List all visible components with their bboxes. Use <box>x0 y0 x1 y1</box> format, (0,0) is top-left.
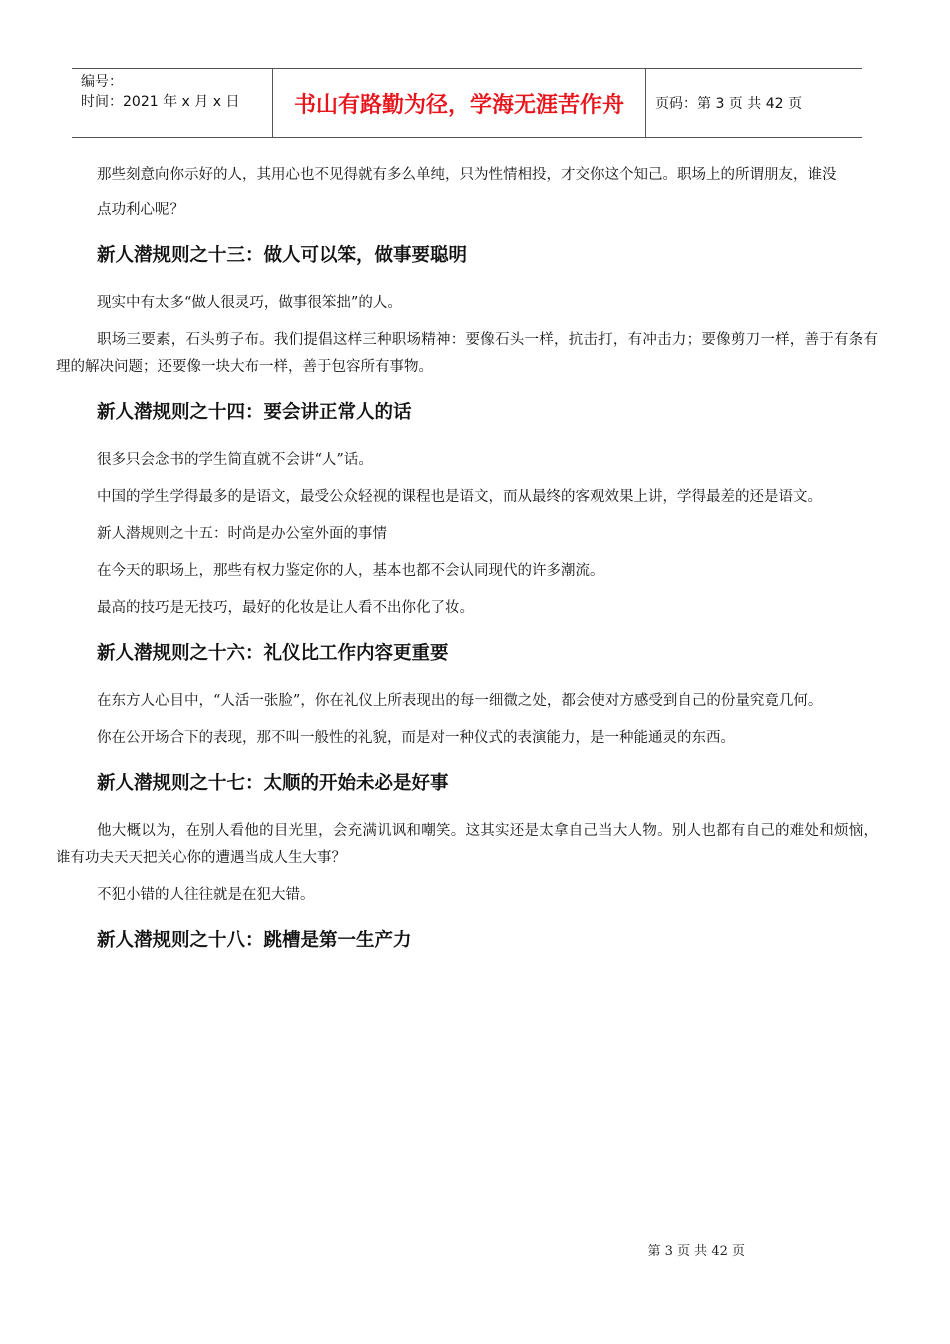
header-motto: 书山有路勤为径，学海无涯苦作舟 <box>272 69 646 137</box>
section-heading: 新人潜规则之十六：礼仪比工作内容更重要 <box>97 643 449 664</box>
paragraph: 中国的学生学得最多的是语文，最受公众轻视的课程也是语文，而从最终的客观效果上讲，学得最差的还是语文。 <box>97 489 822 505</box>
header-meta <box>72 69 272 137</box>
section-heading: 新人潜规则之十四：要会讲正常人的话 <box>97 402 412 423</box>
header-page-info: 页码：第 3 页 共 42 页 <box>655 96 802 112</box>
document-body <box>56 162 878 975</box>
document-number-label: 编号： <box>81 74 123 90</box>
paragraph: 很多只会念书的学生简直就不会讲“人”话。 <box>97 452 373 468</box>
paragraph: 在今天的职场上，那些有权力鉴定你的人，基本也都不会认同现代的许多潮流。 <box>97 563 605 579</box>
section-heading: 新人潜规则之十三：做人可以笨，做事要聪明 <box>97 245 468 266</box>
section-heading: 新人潜规则之十八：跳槽是第一生产力 <box>97 930 412 951</box>
document-time-label: 时间：2021 年 x 月 x 日 <box>81 94 240 110</box>
paragraph: 在东方人心目中，“人活一张脸”，你在礼仪上所表现出的每一细微之处，都会使对方感受到自己的份量究竟几何。 <box>97 693 823 709</box>
footer-page-number: 第 3 页 共 42 页 <box>647 1244 745 1259</box>
paragraph: 点功利心呢？ <box>97 202 184 218</box>
paragraph: 现实中有太多“做人很灵巧，做事很笨拙”的人。 <box>97 295 402 311</box>
paragraph: 职场三要素，石头剪子布。我们提倡这样三种职场精神：要像石头一样，抗击打，有冲击力；要像剪刀一样，善于有条有理的解决问题；还要像一块大布一样，善于包容所有事物。 <box>56 332 878 375</box>
paragraph: 不犯小错的人往往就是在犯大错。 <box>97 887 315 903</box>
paragraph: 那些刻意向你示好的人，其用心也不见得就有多么单纯，只为性情相投，才交你这个知己。职场上的所谓朋友，谁没 <box>97 167 837 183</box>
paragraph: 最高的技巧是无技巧，最好的化妆是让人看不出你化了妆。 <box>97 600 474 616</box>
paragraph: 他大概以为，在别人看他的目光里，会充满讥讽和嘲笑。这其实还是太拿自己当大人物。别人也都有自己的难处和烦恼，谁有功夫天天把关心你的遭遇当成人生大事？ <box>56 823 878 866</box>
page-header <box>72 68 862 138</box>
section-heading: 新人潜规则之十七：太顺的开始未必是好事 <box>97 773 449 794</box>
paragraph: 你在公开场合下的表现，那不叫一般性的礼貌，而是对一种仪式的表演能力，是一种能通灵的东西。 <box>97 730 735 746</box>
paragraph: 新人潜规则之十五：时尚是办公室外面的事情 <box>97 526 387 542</box>
